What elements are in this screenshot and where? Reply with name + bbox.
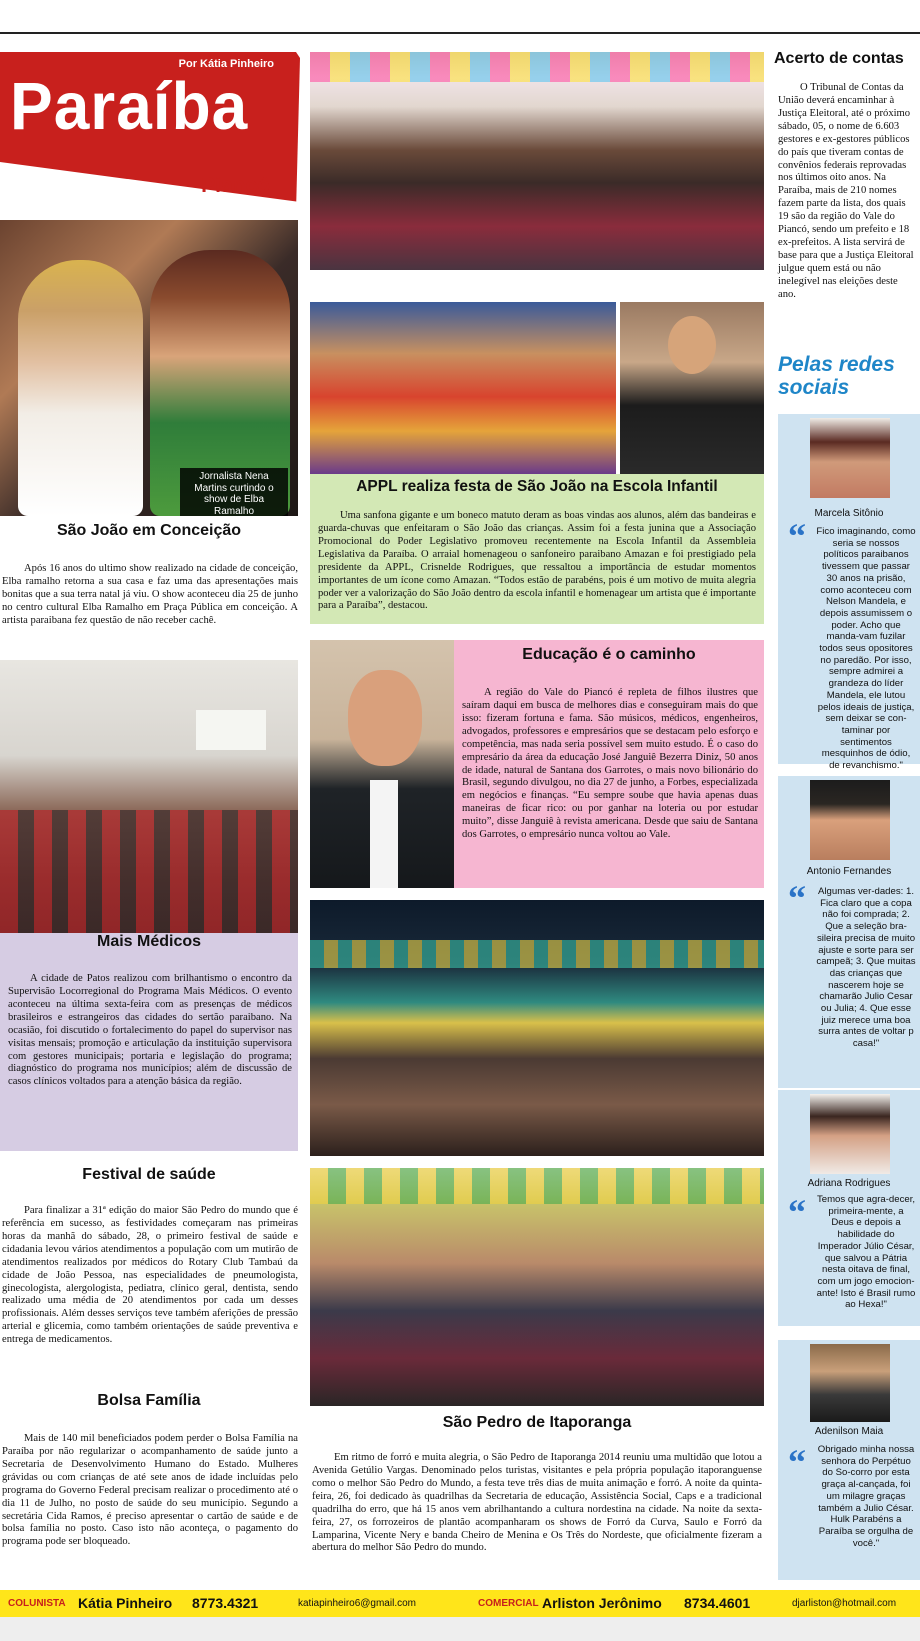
mais-medicos-text: A cidade de Patos realizou com brilhantismo o encontro da Supervisão Locorregional do Programa Mais Médicos. O evento aconteceu na última sexta-feira com as presenças de médicos brasileiros e estrangeiros das cidades do sertão paraibano. Na ocasião, foi discutido o fortalecimento do papel do supervisor nas visitas mensais; promoção e articulação da instituição supervisora com gestores municipais; portaria e legislação do programa; diagnóstico do programa nos municípios; além de discussão de casos clínicos voltados para a atenção básica da região. [8,973,292,1088]
social-post-text: Fico imaginando, como seria se nossos políticos paraibanos tivessem que passar 30 anos na prisão, como aconteceu com Nelson Mandela, e depois assumissem o poder. Acho que manda-vam fuzilar todos seus opositores no paredão. Por isso, sempre admirei a grandeza do líder Mandela, ele lutou pelos ideais de justiça, sem deixar se con-taminar por sentimentos mesquinhos de ódio, de revanchismo." [816,526,916,772]
social-post-name: Adriana Rodrigues [807,1178,891,1189]
sao-pedro-title: São Pedro de Itaporanga [442,1414,632,1431]
photo-festa-junina-stage [310,52,764,270]
masthead [0,52,304,214]
educacao-text: A região do Vale do Piancó é repleta de filhos ilustres que saíram daqui em busca de melhores dias e conseguiram mais do que isso: fizeram fortuna e fama. São músicos, médicos, engenheiros, advogados, professores e empresários que se destacam pelo esforço e competência, mas nada seria possível sem muito estudo. É o caso do empresário da área da educação José Janguiê Bezerra Diniz, 50 anos de idade, natural de Santana dos Garrotes, o mais novo bilionário do Brasil, segundo divulgou, no dia 27 de junho, a Forbes, especializada em negócios e finanças. “Eu sempre soube que havia apenas duas maneiras de ficar rico: ou por ganhar na loteria ou por estudar muito”, disse Janguiê à revista americana. Desde que saiu de Santana dos Garrotes, o empresário nunca voltou ao Vale. [462,687,758,841]
bolsa-title: Bolsa Família [97,1392,201,1409]
photo-janguie-head [348,670,422,766]
sao-joao-text: Após 16 anos do ultimo show realizado na cidade de conceição, Elba ramalho retorna a sua casa e faz uma das apresentações mais bonitas que a sua terra natal já viu. O show aconteceu dia 25 de junho no centro cultural Elba Ramalho em Praça Pública em conceição. A artista paraibana fez questão de não receber cachê. [2,563,298,626]
comercial-label: COMERCIAL [478,1598,539,1609]
colunista-phone: 8773.4321 [192,1595,259,1611]
avatar [810,1094,890,1174]
quote-icon: “ [788,1192,806,1232]
festival-title: Festival de saúde [82,1166,216,1183]
photo-caption: Jornalista Nena Martins curtindo o show de Elba Ramalho [180,468,288,516]
social-post-name: Marcela Sitônio [814,508,884,519]
comercial-phone: 8734.4601 [684,1595,751,1611]
colunista-email[interactable]: katiapinheiro6@gmail.com [298,1598,416,1609]
social-title: Pelas redes sociais [778,353,895,399]
photo-bandeirinhas [310,940,764,968]
photo-mais-medicos-meeting [0,660,298,933]
mais-medicos-title: Mais Médicos [96,933,202,950]
photo-sao-pedro-group [310,1168,764,1406]
sao-pedro-text: Em ritmo de forró e muita alegria, o São Pedro de Itaporanga 2014 reuniu uma multidão que lotou a Avenida Getúlio Vargas. Denominado pelos turistas, visitantes e pela própria população itaporanguense como o melhor São Pedro do Mundo, a festa teve três dias de muita animação e forró. A noite da quinta-feira, 26, foi dedicado às quadrilhas da Secretaria de educação, Assistência Social, Caps e a tradicional quadrilha do erro, que há 15 anos vem abrilhantando a cultura nordestina na cidade. Na noite da sexta-feira, 27, os forrozeiros de plantão acompanharam os shows de Forró da Curva, Saulo e Forró da Lamparina, Vicente Nery e banda Cheiro de Menina e Os Três do Nordeste, que oficialmente fizeram a abertura do melhor São Pedro do mundo. [312,1452,762,1554]
festival-text: Para finalizar a 31ª edição do maior São Pedro do mundo que é referência em sucesso, as festividades começaram nas primeiras horas da manhã do sábado, 28, o primeiro festival de saúde e cidadania levou vários atendimentos a população com um mutirão de atendimentos realizados por médicos do Rotary Club Tambaú da cidade de João Pessoa, nas especialidades de pneumologista, ginecologista, alergologista, pediatra, clínico geral, dentista, sendo realizado uma média de 20 atendimentos por cada um desses profissionais. Além desses serviços teve também aferições de pressão arterial e glicemia, como também orientações de saúde preventiva e entrega de medicamentos. [2,1205,298,1346]
photo-janguie-shirt [370,780,398,888]
social-post-text: Temos que agra-decer, primeira-mente, a Deus e depois a habilidade do Imperador Júlio César, que salvou a Pátria nesta oitava de final, com um jogo emocion-ante! Isto é Brasil rumo ao Hexa!" [816,1194,916,1311]
acerto-title: Acerto de contas [774,50,904,67]
social-post-2 [778,776,920,1088]
photo-window [196,710,266,750]
colunista-name: Kátia Pinheiro [78,1595,173,1611]
photo-bunting [310,52,764,82]
educacao-title: Educação é o caminho [522,646,696,663]
footer [0,1590,920,1617]
quote-icon: “ [788,878,806,918]
social-post-1 [778,414,920,772]
photo-janguie [310,640,454,888]
quote-icon: “ [788,516,806,556]
photo-children-festa [310,302,616,474]
quote-icon: “ [788,1442,806,1482]
bolsa-text: Mais de 140 mil beneficiados podem perder o Bolsa Família na Paraíba por não regularizar o acompanhamento de saúde junto a Secretaria de Desenvolvimento Humano do Estado. Mulheres grávidas ou com crianças de até sete anos de idade incluídas pelo programa do Governo Federal precisam realizar o procedimento até o dia 11 de Julho, no posto de saúde do seu município. Segundo a secretária Cida Ramos, é preciso apresentar o cartão de saúde e de bolsa família no posto. Caso isto não aconteça, o pagamento do programa pode ser bloqueado. [2,1433,298,1548]
top-rule [0,32,920,34]
photo-figure-left [18,260,143,516]
acerto-text: O Tribunal de Contas da União deverá encaminhar à Justiça Eleitoral, até o próximo sábado, 05, o nome de 6.603 gestores e ex-gestores públicos do país que tiveram contas de convênios federais reprovadas nos últimos oito anos. Na Paraíba, mais de 210 nomes fazem parte da lista, dos quais 19 são da região do Vale do Piancó, sendo um prefeito e 18 ex-prefeitos. A lista servirá de base para que a Justiça Eleitoral julgue quem está ou não inelegível nas eleições deste ano. [778,82,914,300]
avatar [810,418,890,498]
appl-text: Uma sanfona gigante e um boneco matuto deram as boas vindas aos alunos, além das bandeiras e guarda-chuvas que enfeitaram o São João das crianças. Assim foi a festa junina que a Associação Promocional do Poder Legislativo promoveu recentemente na Escola Infantil da Assembleia Legislativa da Paraíba. O arraial homenageou o sanfoneiro paraibano Amazan e foi prestigiado pela presidente da APPL, Crisnelde Rodrigues, que ressaltou a importância de estudar momentos importantes de um ícone como Amazan. “Todos estão de parabéns, pois é um motivo de muita alegria poder ver a valorização do São João dentro da escola infantil e homenagear um artista que é importante para a Paraíba”, destacou. [318,510,756,612]
avatar [810,780,890,860]
social-post-text: Algumas ver-dades: 1. Fica claro que a copa não foi comprada; 2. Que a seleção bra-sileira precisa de muito ajuste e sorte para ser campeã; 3. Que muitas das crianças que nascerem hoje se chamarão Julio Cesar ou Julia; 4. Que esse juiz merece uma boa surra antes de voltar p casa!" [816,886,916,1050]
masthead-subtitle: Piancó [201,174,270,197]
comercial-name: Arliston Jerônimo [542,1595,662,1611]
masthead-byline: Por Kátia Pinheiro [178,58,274,70]
bottom-strip [0,1617,920,1641]
photo-group-flags [310,1168,764,1204]
photo-crisnelde-speaking [620,302,764,474]
appl-title: APPL realiza festa de São João na Escola Infantil [356,478,718,495]
social-post-name: Adenilson Maia [814,1426,884,1437]
comercial-email[interactable]: djarliston@hotmail.com [792,1598,897,1609]
social-post-4 [778,1340,920,1580]
social-post-name: Antonio Fernandes [806,866,892,877]
avatar [810,1344,890,1422]
social-post-3 [778,1090,920,1326]
sao-joao-title: São João em Conceição [56,522,242,539]
colunista-label: COLUNISTA [8,1598,66,1609]
social-post-text: Obrigado minha nossa senhora do Perpétuo do So-corro por esta graça al-cançada, foi um milagre graças também a Julio César. Hulk Parabéns a Paraíba se orgulha de você." [817,1444,915,1549]
photo-chairs [0,810,298,933]
masthead-title: Paraíba [10,68,249,144]
photo-speaker-head [668,316,716,374]
photo-sao-pedro-crowd [310,900,764,1156]
photo-elba-ramalho [0,220,298,516]
